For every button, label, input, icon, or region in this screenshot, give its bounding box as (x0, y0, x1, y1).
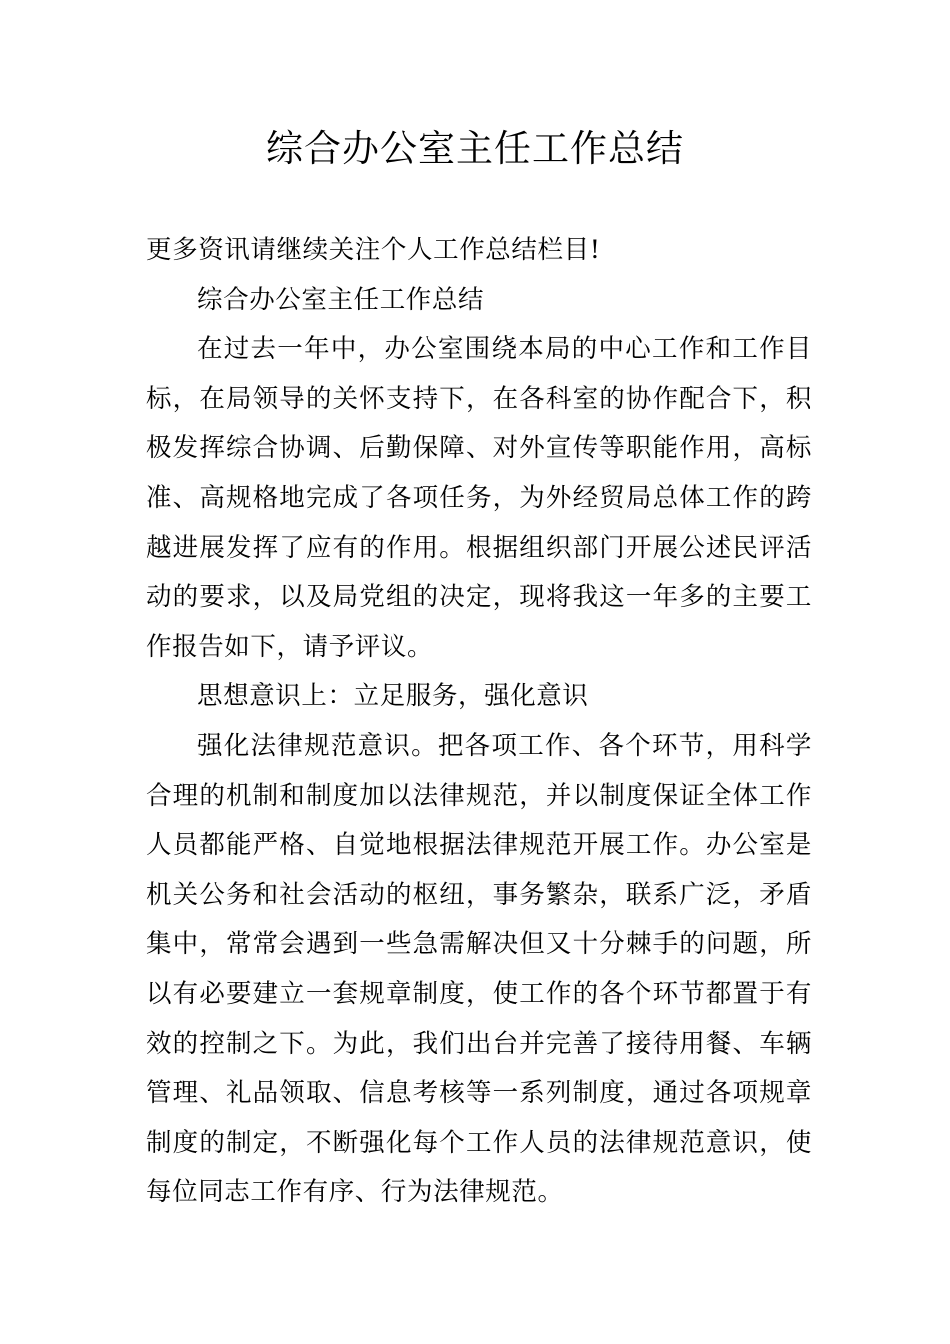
section-heading-paragraph: 思想意识上：立足服务，强化意识 (197, 681, 589, 712)
document-body (146, 226, 812, 1218)
overview-paragraph: 在过去一年中，办公室围绕本局的中心工作和工作目标，在局领导的关怀支持下，在各科室的协作配合下，积极发挥综合协调、后勤保障、对外宣传等职能作用，高标准、高规格地完成了各项任务，为外经贸局总体工作的跨越进展发挥了应有的作用。根据组织部门开展公述民评活动的要求，以及局党组的决定，现将我这一年多的主要工作报告如下，请予评议。 (146, 334, 812, 662)
document-title: 综合办公室主任工作总结 (266, 127, 684, 170)
legal-awareness-paragraph: 强化法律规范意识。把各项工作、各个环节，用科学合理的机制和制度加以法律规范，并以制度保证全体工作人员都能严格、自觉地根据法律规范开展工作。办公室是机关公务和社会活动的枢纽，事务繁杂，联系广泛，矛盾集中，常常会遇到一些急需解决但又十分棘手的问题，所以有必要建立一套规章制度，使工作的各个环节都置于有效的控制之下。为此，我们出台并完善了接待用餐、车辆管理、礼品领取、信息考核等一系列制度，通过各项规章制度的制定，不断强化每个工作人员的法律规范意识，使每位同志工作有序、行为法律规范。 (146, 730, 812, 1208)
subtitle-paragraph: 综合办公室主任工作总结 (197, 284, 485, 315)
intro-paragraph: 更多资讯请继续关注个人工作总结栏目! (146, 235, 601, 265)
